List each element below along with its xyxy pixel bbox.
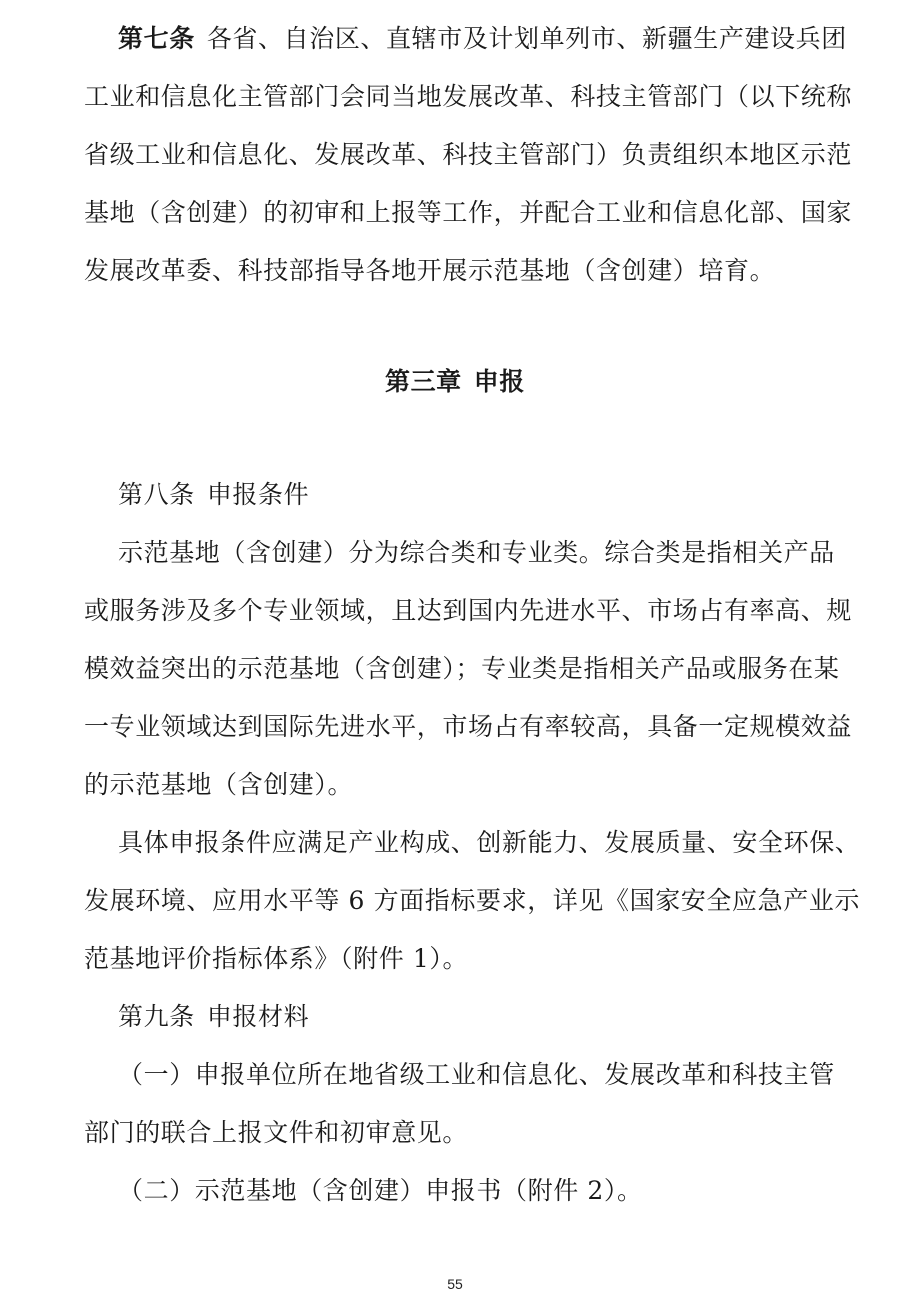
chapter-number: 第三章 — [384, 367, 462, 396]
article8-para1-line-2: 或服务涉及多个专业领域，且达到国内先进水平、市场占有率高、规 — [84, 596, 853, 625]
article7-line-4: 基地（含创建）的初审和上报等工作，并配合工业和信息化部、国家 — [84, 198, 853, 227]
page-number: 55 — [447, 1276, 463, 1292]
article8-para1-line-3: 模效益突出的示范基地（含创建）；专业类是指相关产品或服务在某 — [84, 654, 840, 683]
article9-item1-line-2: 部门的联合上报文件和初审意见。 — [84, 1118, 469, 1147]
article8-para1-line-1: 示范基地（含创建）分为综合类和专业类。综合类是指相关产品 — [118, 538, 835, 567]
article8-para1-line-4: 一专业领域达到国际先进水平，市场占有率较高，具备一定规模效益 — [84, 712, 853, 741]
article8-para2-line-3: 范基地评价指标体系》（附件 1）。 — [84, 944, 469, 973]
article8-para2-line-1: 具体申报条件应满足产业构成、创新能力、发展质量、安全环保、 — [118, 828, 861, 857]
article7-line-3: 省级工业和信息化、发展改革、科技主管部门）负责组织本地区示范 — [84, 140, 853, 169]
article8-para1-line-5: 的示范基地（含创建）。 — [84, 770, 354, 799]
article9-heading: 第九条 — [118, 1002, 195, 1031]
chapter-heading — [0, 365, 910, 399]
article7-line-2: 工业和信息化主管部门会同当地发展改革、科技主管部门（以下统称 — [84, 82, 853, 111]
article9-title: 申报材料 — [206, 1002, 310, 1031]
article9-heading-line — [118, 1000, 309, 1034]
article8-para2-line-2: 发展环境、应用水平等 6 方面指标要求，详见《国家安全应急产业示 — [84, 886, 861, 915]
article8-heading: 第八条 — [118, 480, 195, 509]
article8-title: 申报条件 — [206, 480, 310, 509]
article7-text-1: 各省、自治区、直辖市及计划单列市、新疆生产建设兵团 — [206, 24, 847, 53]
article8-heading-line — [118, 478, 309, 512]
article9-item1-line-1: （一）申报单位所在地省级工业和信息化、发展改革和科技主管 — [118, 1060, 835, 1089]
article7-line-1 — [118, 22, 847, 56]
article7-line-5: 发展改革委、科技部指导各地开展示范基地（含创建）培育。 — [84, 256, 776, 285]
article9-item2-line-1: （二）示范基地（含创建）申报书（附件 2）。 — [118, 1176, 643, 1205]
chapter-title: 申报 — [473, 367, 525, 396]
article7-heading: 第七条 — [118, 24, 195, 53]
